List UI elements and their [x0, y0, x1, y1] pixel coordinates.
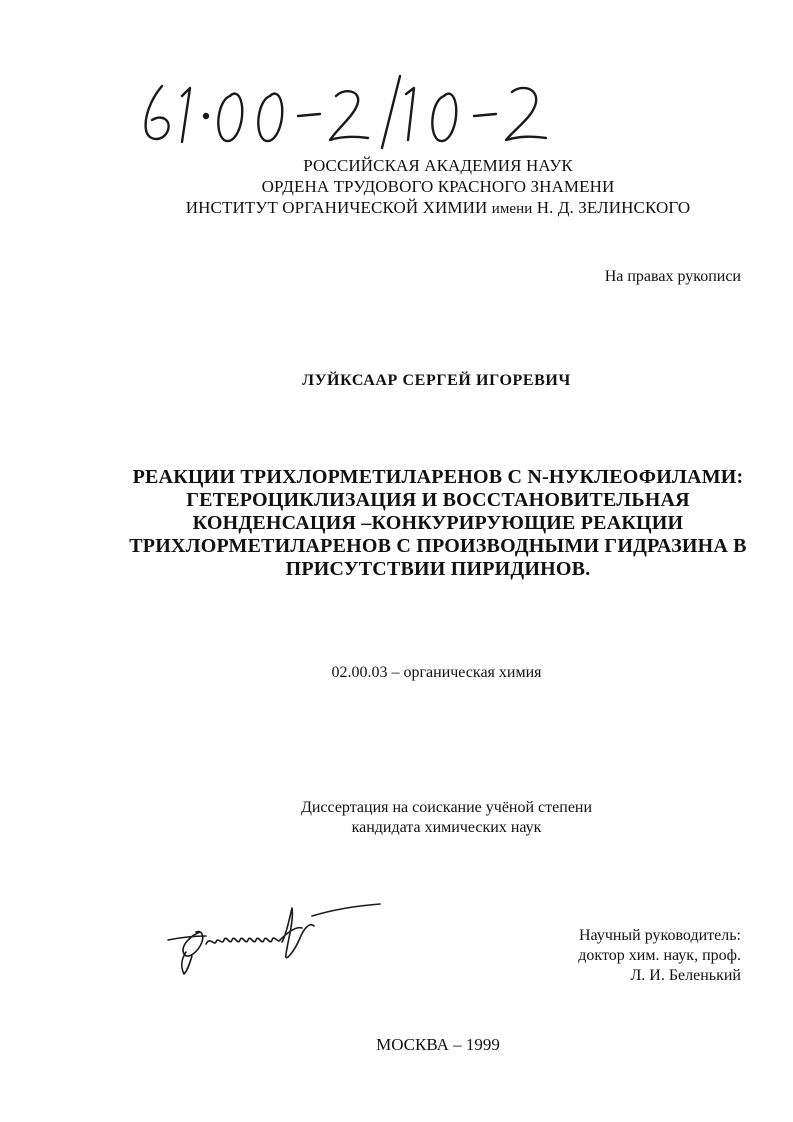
signature-drawing [162, 896, 384, 982]
title-line: ТРИХЛОРМЕТИЛАРЕНОВ С ПРОИЗВОДНЫМИ ГИДРАЗИНА В [129, 535, 747, 557]
degree-statement-line-2: кандидата химических наук [351, 819, 542, 836]
institution-line-order: ОРДЕНА ТРУДОВОГО КРАСНОГО ЗНАМЕНИ [261, 177, 615, 196]
title-line: КОНДЕНСАЦИЯ –КОНКУРИРУЮЩИЕ РЕАКЦИИ [192, 512, 684, 534]
institute-eponym: Н. Д. ЗЕЛИНСКОГО [532, 198, 691, 217]
handwritten-registration-code [138, 66, 548, 150]
degree-statement-line-1: Диссертация на соискание учёной степени [300, 799, 593, 816]
institution-line-institute [0, 197, 793, 220]
supervisor-role: Научный руководитель: [578, 927, 741, 944]
scientific-supervisor-block [578, 926, 741, 986]
institution-header [0, 155, 793, 220]
speciality-code: 02.00.03 – органическая химия [331, 664, 542, 681]
title-line: РЕАКЦИИ ТРИХЛОРМЕТИЛАРЕНОВ С N-НУКЛЕОФИЛАМИ: [132, 466, 744, 488]
handwritten-code-drawing [138, 66, 548, 150]
city-and-year: МОСКВА – 1999 [376, 1035, 500, 1054]
degree-statement [0, 798, 793, 838]
institute-name: ИНСТИТУТ ОРГАНИЧЕСКОЙ ХИМИИ [185, 198, 492, 217]
title-line: ГЕТЕРОЦИКЛИЗАЦИЯ И ВОССТАНОВИТЕЛЬНАЯ [186, 489, 690, 511]
title-line: ПРИСУТСТВИИ ПИРИДИНОВ. [285, 558, 591, 580]
institute-named-after-word: имени [491, 201, 533, 217]
supervisor-name: Л. И. Беленький [630, 967, 741, 984]
institution-line-academy: РОССИЙСКАЯ АКАДЕМИЯ НАУК [303, 156, 573, 175]
supervisor-degree: доктор хим. наук, проф. [578, 947, 741, 964]
author-name: ЛУЙКСААР СЕРГЕЙ ИГОРЕВИЧ [302, 372, 571, 389]
manuscript-rights-notice: На правах рукописи [604, 268, 741, 285]
dissertation-title [0, 466, 793, 581]
author-signature [162, 896, 384, 982]
